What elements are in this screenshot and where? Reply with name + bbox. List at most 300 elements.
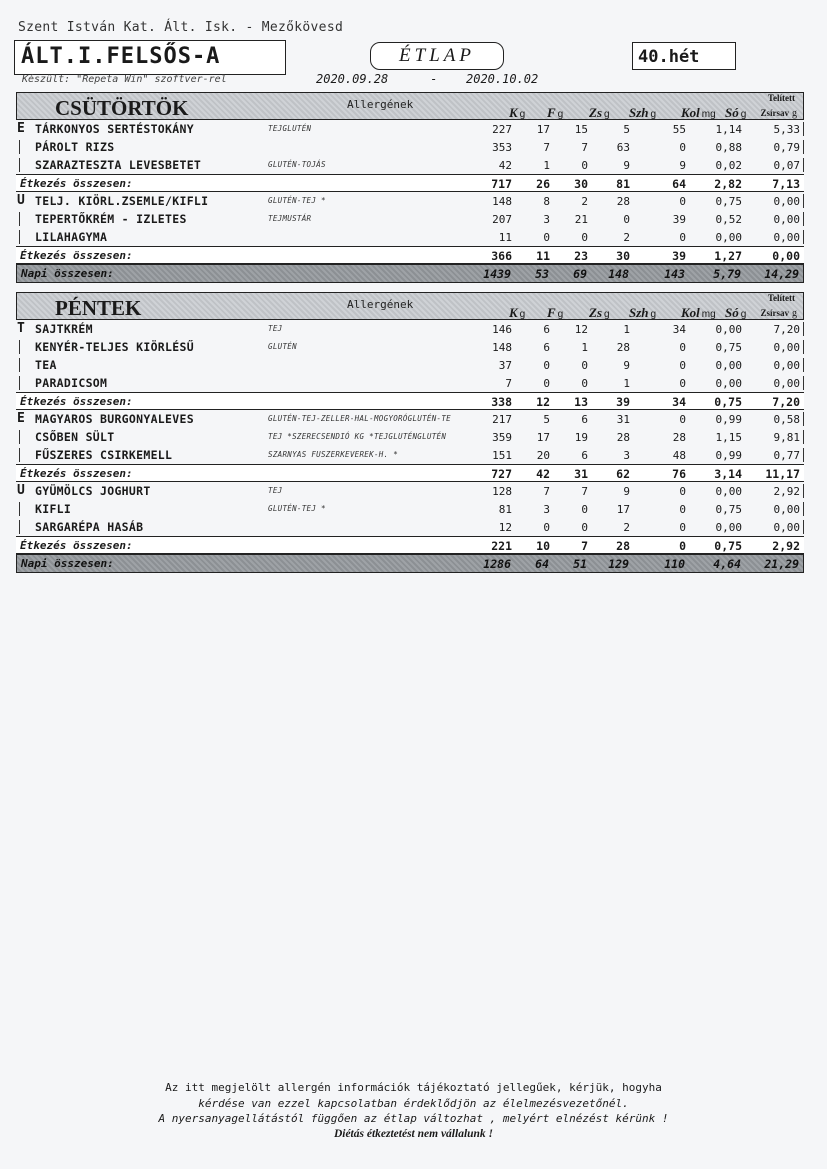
nutrient-value: 17 — [536, 431, 550, 444]
nutrient-value: 15 — [574, 123, 588, 136]
nutrient-value: 0 — [543, 231, 550, 244]
meal-total-value: 0 — [679, 539, 686, 553]
table-row — [16, 210, 804, 228]
nutrient-value: 1 — [623, 377, 630, 390]
nutrient-value: 1 — [581, 341, 588, 354]
row-edge — [803, 430, 804, 444]
column-label-szh: Szh — [629, 305, 649, 320]
table-row — [16, 500, 804, 518]
food-name: TEA — [35, 358, 57, 372]
table-row — [16, 320, 804, 338]
nutrient-value: 9 — [623, 485, 630, 498]
day-total-value: 143 — [664, 267, 685, 281]
column-unit-k: g — [519, 109, 526, 120]
meal-total-value: 2,82 — [714, 177, 742, 191]
day-total-value: 1439 — [483, 267, 511, 281]
table-row — [16, 482, 804, 500]
meal-total-value: 42 — [536, 467, 550, 481]
title-box — [14, 40, 286, 75]
row-edge — [803, 140, 804, 154]
column-header-so — [725, 105, 746, 121]
nutrient-value: 146 — [492, 323, 512, 336]
day-total-row — [16, 264, 804, 283]
row-marker — [19, 502, 20, 516]
nutrient-value: 17 — [536, 123, 550, 136]
nutrient-value: 3 — [543, 213, 550, 226]
meal-total-value: 221 — [491, 539, 512, 553]
meal-total-value: 39 — [672, 249, 686, 263]
nutrient-value: 0,79 — [773, 141, 800, 154]
nutrient-value: 0,77 — [773, 449, 800, 462]
column-label-so: Só — [725, 105, 739, 120]
nutrient-value: 0 — [543, 377, 550, 390]
meal-total-value: 0,75 — [714, 539, 742, 553]
food-name: SZARAZTESZTA LEVESBETET — [35, 158, 202, 172]
zsirsav-header — [760, 108, 797, 119]
row-edge — [803, 212, 804, 226]
row-edge — [803, 194, 804, 208]
nutrient-value: 6 — [543, 323, 550, 336]
menu-group-title: ÁLT.I.FELSŐS-A — [21, 44, 221, 69]
nutrient-value: 6 — [543, 341, 550, 354]
row-edge — [803, 412, 804, 426]
table-row — [16, 374, 804, 392]
row-marker — [19, 340, 20, 354]
nutrient-value: 6 — [581, 413, 588, 426]
nutrient-value: 0 — [581, 377, 588, 390]
meal-total-value: 28 — [616, 539, 630, 553]
row-edge — [803, 158, 804, 172]
nutrient-value: 21 — [574, 213, 588, 226]
food-name: FŰSZERES CSIRKEMELL — [35, 448, 173, 462]
nutrient-value: 81 — [498, 503, 512, 516]
column-unit-zs: g — [604, 309, 610, 320]
meal-total-value: 31 — [574, 467, 588, 481]
table-row — [16, 518, 804, 536]
meal-total-value: 12 — [536, 395, 550, 409]
table-row — [16, 338, 804, 356]
day-total-value: 69 — [573, 267, 587, 281]
meal-total-value: 0,00 — [772, 249, 800, 263]
food-name: CSŐBEN SÜLT — [35, 430, 115, 444]
nutrient-value: 1,14 — [715, 123, 742, 136]
nutrient-value: 12 — [574, 323, 588, 336]
meal-total-value: 10 — [536, 539, 550, 553]
nutrient-value: 0,00 — [715, 485, 742, 498]
column-header-szh — [629, 105, 656, 121]
table-row — [16, 138, 804, 156]
day-total-label: Napi összesen: — [21, 267, 114, 280]
table-row — [16, 410, 804, 428]
food-name: KENYÉR-TELJES KIÖRLÉSŰ — [35, 340, 194, 354]
nutrient-value: 7 — [505, 377, 512, 390]
meal-category-letter: U — [17, 193, 25, 208]
day-total-value: 21,29 — [764, 557, 799, 571]
week-number: 40.hét — [632, 42, 736, 70]
nutrient-value: 353 — [492, 141, 512, 154]
nutrient-value: 359 — [492, 431, 512, 444]
column-label-kol: Kol — [681, 305, 700, 320]
nutrient-value: 0,00 — [773, 195, 800, 208]
day-name: PÉNTEK — [55, 296, 142, 320]
nutrient-value: 2 — [623, 521, 630, 534]
column-label-szh: Szh — [629, 105, 649, 120]
nutrient-value: 0 — [581, 521, 588, 534]
nutrient-value: 3 — [623, 449, 630, 462]
meal-total-value: 11,17 — [765, 467, 800, 481]
footer-line-2: kérdése van ezzel kapcsolatban érdeklődjön az élelmezésvezetőnél. — [198, 1096, 629, 1110]
column-header-k — [509, 105, 525, 121]
allergen-list: SZARNYAS FUSZERKEVEREK-H. * — [268, 450, 399, 459]
etlap-heading: ÉTLAP — [370, 42, 504, 70]
nutrient-value: 0 — [581, 503, 588, 516]
meal-total-value: 7,20 — [772, 395, 800, 409]
allergen-list: TEJ — [268, 324, 283, 333]
nutrient-value: 9 — [679, 159, 686, 172]
meal-category-letter: U — [17, 483, 25, 498]
row-marker — [19, 212, 20, 226]
row-edge — [803, 520, 804, 534]
food-name: LILAHAGYMA — [35, 230, 108, 244]
column-header-kol — [681, 105, 716, 121]
nutrient-value: 2 — [581, 195, 588, 208]
day-total-value: 1286 — [483, 557, 511, 571]
meal-total-value: 338 — [491, 395, 512, 409]
meal-category-letter: E — [17, 121, 25, 136]
food-name: PÁROLT RIZS — [35, 140, 115, 154]
nutrient-value: 6 — [581, 449, 588, 462]
meal-total-value: 34 — [672, 395, 686, 409]
nutrient-value: 0 — [679, 377, 686, 390]
column-label-k: K — [509, 105, 518, 120]
nutrient-value: 0,00 — [773, 359, 800, 372]
column-label-kol: Kol — [681, 105, 700, 120]
meal-total-label: Étkezés összesen: — [20, 467, 133, 480]
column-unit-f: g — [557, 109, 564, 120]
row-edge — [803, 122, 804, 136]
food-name: SARGARÉPA HASÁB — [35, 520, 144, 534]
column-label-f: F — [547, 305, 556, 320]
column-unit-kol: mg — [701, 309, 716, 320]
row-edge — [803, 358, 804, 372]
column-unit-szh: g — [650, 309, 657, 320]
nutrient-value: 0 — [679, 231, 686, 244]
nutrient-value: 2 — [623, 231, 630, 244]
nutrient-value: 7 — [543, 141, 550, 154]
meal-total-row — [16, 536, 804, 554]
nutrient-value: 9,81 — [773, 431, 800, 444]
column-unit-zs: g — [604, 109, 610, 120]
nutrient-value: 3 — [543, 503, 550, 516]
footer-line-1: Az itt megjelölt allergén információk tájékoztató jellegűek, kérjük, hogyha — [165, 1081, 662, 1094]
nutrient-value: 0,99 — [715, 449, 742, 462]
row-edge — [803, 322, 804, 336]
meal-total-value: 62 — [616, 467, 630, 481]
meal-total-value: 26 — [536, 177, 550, 191]
column-label-k: K — [509, 305, 518, 320]
nutrient-value: 2,92 — [773, 485, 800, 498]
day-total-value: 64 — [535, 557, 549, 571]
meal-category-letter: E — [17, 411, 25, 426]
footer-line-3: A nyersanyagellátástól függően az étlap változhat , melyért elnézést kérünk ! — [158, 1112, 669, 1125]
meal-total-value: 7,13 — [772, 177, 800, 191]
row-marker — [19, 376, 20, 390]
food-name: TEPERTŐKRÉM - IZLETES — [35, 212, 187, 226]
day-total-value: 53 — [535, 267, 549, 281]
nutrient-value: 0 — [679, 485, 686, 498]
day-total-value: 110 — [664, 557, 685, 571]
nutrient-value: 0,02 — [715, 159, 742, 172]
nutrient-value: 0 — [679, 195, 686, 208]
meal-total-value: 366 — [491, 249, 512, 263]
day-rows — [16, 320, 804, 573]
nutrient-value: 42 — [498, 159, 512, 172]
nutrient-value: 1,15 — [715, 431, 742, 444]
row-edge — [803, 502, 804, 516]
nutrient-value: 0,00 — [715, 359, 742, 372]
nutrient-value: 0 — [679, 521, 686, 534]
food-name: GYÜMÖLCS JOGHURT — [35, 484, 151, 498]
nutrient-value: 0 — [581, 231, 588, 244]
column-header-so — [725, 305, 746, 321]
meal-total-label: Étkezés összesen: — [20, 177, 133, 190]
nutrient-value: 0,00 — [773, 231, 800, 244]
food-name: MAGYAROS BURGONYALEVES — [35, 412, 194, 426]
allergen-list: GLUTÉN-TEJ-ZELLER-HAL-MOGYORÓGLUTÉN-TE — [268, 414, 451, 423]
nutrient-value: 1 — [543, 159, 550, 172]
row-marker — [19, 520, 20, 534]
table-row — [16, 192, 804, 210]
row-edge — [803, 230, 804, 244]
nutrient-value: 128 — [492, 485, 512, 498]
day-total-value: 4,64 — [713, 557, 741, 571]
column-header-f — [547, 305, 563, 321]
nutrient-value: 0,00 — [715, 231, 742, 244]
meal-total-value: 39 — [616, 395, 630, 409]
footer-notice — [0, 1080, 827, 1142]
nutrient-value: 7 — [543, 485, 550, 498]
meal-total-label: Étkezés összesen: — [20, 395, 133, 408]
meal-total-value: 30 — [616, 249, 630, 263]
zsirsav-label: Zsírsav — [760, 308, 789, 318]
nutrient-value: 0 — [679, 413, 686, 426]
row-marker — [19, 430, 20, 444]
day-total-value: 51 — [573, 557, 587, 571]
nutrient-value: 5,33 — [773, 123, 800, 136]
food-name: TELJ. KIÖRL.ZSEMLE/KIFLI — [35, 194, 209, 208]
nutrient-value: 0,75 — [715, 503, 742, 516]
nutrient-value: 9 — [623, 359, 630, 372]
zsirsav-label: Zsírsav — [760, 108, 789, 118]
allergen-list: GLUTÉN-TEJ * — [268, 196, 326, 205]
nutrient-value: 0,00 — [715, 323, 742, 336]
day-total-value: 14,29 — [764, 267, 799, 281]
column-unit-so: g — [740, 309, 747, 320]
nutrient-value: 151 — [492, 449, 512, 462]
nutrient-value: 0,00 — [773, 503, 800, 516]
nutrient-value: 0 — [679, 341, 686, 354]
column-header-kol — [681, 305, 716, 321]
nutrient-value: 0 — [623, 213, 630, 226]
nutrient-value: 0,99 — [715, 413, 742, 426]
nutrient-value: 148 — [492, 195, 512, 208]
allergen-list: GLUTÉN-TEJ * — [268, 504, 326, 513]
meal-total-label: Étkezés összesen: — [20, 539, 133, 552]
day-rows — [16, 120, 804, 283]
nutrient-value: 207 — [492, 213, 512, 226]
column-header-zs — [589, 105, 610, 121]
nutrient-value: 39 — [672, 213, 686, 226]
meal-total-row — [16, 246, 804, 264]
meal-total-value: 7 — [581, 539, 588, 553]
nutrient-value: 55 — [672, 123, 686, 136]
nutrient-value: 7,20 — [773, 323, 800, 336]
nutrient-value: 28 — [672, 431, 686, 444]
meal-total-row — [16, 392, 804, 410]
nutrient-value: 12 — [498, 521, 512, 534]
meal-total-value: 13 — [574, 395, 588, 409]
meal-total-row — [16, 174, 804, 192]
nutrient-value: 0,00 — [715, 521, 742, 534]
nutrient-value: 0,00 — [773, 341, 800, 354]
nutrient-value: 7 — [581, 485, 588, 498]
day-total-value: 148 — [608, 267, 629, 281]
day-name: CSÜTÖRTÖK — [55, 96, 189, 120]
nutrient-value: 28 — [616, 195, 630, 208]
nutrient-value: 0,00 — [773, 213, 800, 226]
meal-total-value: 81 — [616, 177, 630, 191]
day-total-value: 5,79 — [713, 267, 741, 281]
column-unit-k: g — [519, 309, 526, 320]
nutrient-value: 1 — [623, 323, 630, 336]
software-credit: Készült: "Repeta Win" szoftver-rel — [22, 74, 227, 85]
date-to: 2020.10.02 — [466, 72, 539, 86]
footer-line-4: Diétás étkeztetést nem vállalunk ! — [333, 1127, 494, 1140]
meal-total-label: Étkezés összesen: — [20, 249, 133, 262]
telitett-header: Telített — [767, 93, 795, 103]
table-row — [16, 428, 804, 446]
school-name: Szent István Kat. Ált. Isk. - Mezőkövesd — [18, 20, 344, 35]
nutrient-value: 20 — [536, 449, 550, 462]
day-total-value: 129 — [608, 557, 629, 571]
meal-total-value: 2,92 — [772, 539, 800, 553]
nutrient-value: 0,07 — [773, 159, 800, 172]
column-label-zs: Zs — [589, 105, 602, 120]
row-marker — [19, 158, 20, 172]
nutrient-value: 37 — [498, 359, 512, 372]
nutrient-value: 9 — [623, 159, 630, 172]
allergen-header: Allergének — [347, 98, 414, 111]
nutrient-value: 0 — [581, 359, 588, 372]
nutrient-value: 11 — [498, 231, 512, 244]
allergen-list: TEJGLUTÉN — [268, 124, 312, 133]
nutrient-value: 0 — [679, 503, 686, 516]
meal-total-value: 3,14 — [714, 467, 742, 481]
table-row — [16, 356, 804, 374]
row-marker — [19, 140, 20, 154]
zsirsav-header — [760, 308, 797, 319]
row-marker — [19, 230, 20, 244]
meal-total-row — [16, 464, 804, 482]
nutrient-value: 0 — [543, 521, 550, 534]
meal-total-value: 30 — [574, 177, 588, 191]
nutrient-value: 0,75 — [715, 341, 742, 354]
nutrient-value: 0,52 — [715, 213, 742, 226]
column-unit-f: g — [557, 309, 564, 320]
food-name: KIFLI — [35, 502, 72, 516]
meal-category-letter: T — [17, 321, 25, 336]
nutrient-value: 217 — [492, 413, 512, 426]
column-label-f: F — [547, 105, 556, 120]
food-name: PARADICSOM — [35, 376, 108, 390]
day-header — [16, 292, 804, 320]
allergen-list: GLUTÉN — [268, 342, 297, 351]
nutrient-value: 0,00 — [773, 521, 800, 534]
allergen-header: Allergének — [347, 298, 414, 311]
day-total-label: Napi összesen: — [21, 557, 114, 570]
table-row — [16, 228, 804, 246]
meal-total-value: 11 — [536, 249, 550, 263]
day-total-row — [16, 554, 804, 573]
nutrient-value: 31 — [616, 413, 630, 426]
row-edge — [803, 448, 804, 462]
nutrient-value: 8 — [543, 195, 550, 208]
nutrient-value: 0,00 — [715, 377, 742, 390]
date-from: 2020.09.28 — [316, 72, 389, 86]
nutrient-value: 7 — [581, 141, 588, 154]
nutrient-value: 34 — [672, 323, 686, 336]
allergen-list: TEJMUSTÁR — [268, 214, 312, 223]
nutrient-value: 148 — [492, 341, 512, 354]
allergen-list: GLUTÉN-TOJÁS — [268, 160, 326, 169]
column-label-zs: Zs — [589, 305, 602, 320]
nutrient-value: 28 — [616, 431, 630, 444]
meal-total-value: 64 — [672, 177, 686, 191]
column-header-k — [509, 305, 525, 321]
nutrient-value: 0,00 — [773, 377, 800, 390]
meal-total-value: 727 — [491, 467, 512, 481]
telitett-header: Telített — [767, 293, 795, 303]
nutrient-value: 0,75 — [715, 195, 742, 208]
row-marker — [19, 358, 20, 372]
meal-total-value: 717 — [491, 177, 512, 191]
nutrient-value: 48 — [672, 449, 686, 462]
nutrient-value: 227 — [492, 123, 512, 136]
nutrient-value: 5 — [623, 123, 630, 136]
nutrient-value: 28 — [616, 341, 630, 354]
nutrient-value: 0,88 — [715, 141, 742, 154]
nutrient-value: 0 — [581, 159, 588, 172]
zsirsav-unit: g — [792, 108, 797, 119]
row-edge — [803, 484, 804, 498]
day-header — [16, 92, 804, 120]
table-row — [16, 156, 804, 174]
food-name: TÁRKONYOS SERTÉSTOKÁNY — [35, 122, 194, 136]
nutrient-value: 0 — [679, 141, 686, 154]
row-edge — [803, 340, 804, 354]
nutrient-value: 17 — [616, 503, 630, 516]
column-header-f — [547, 105, 563, 121]
nutrient-value: 0 — [543, 359, 550, 372]
table-row — [16, 120, 804, 138]
zsirsav-unit: g — [792, 308, 797, 319]
column-label-so: Só — [725, 305, 739, 320]
nutrient-value: 0,58 — [773, 413, 800, 426]
date-separator: - — [430, 72, 438, 86]
nutrient-value: 19 — [574, 431, 588, 444]
meal-total-value: 0,75 — [714, 395, 742, 409]
nutrient-value: 0 — [679, 359, 686, 372]
